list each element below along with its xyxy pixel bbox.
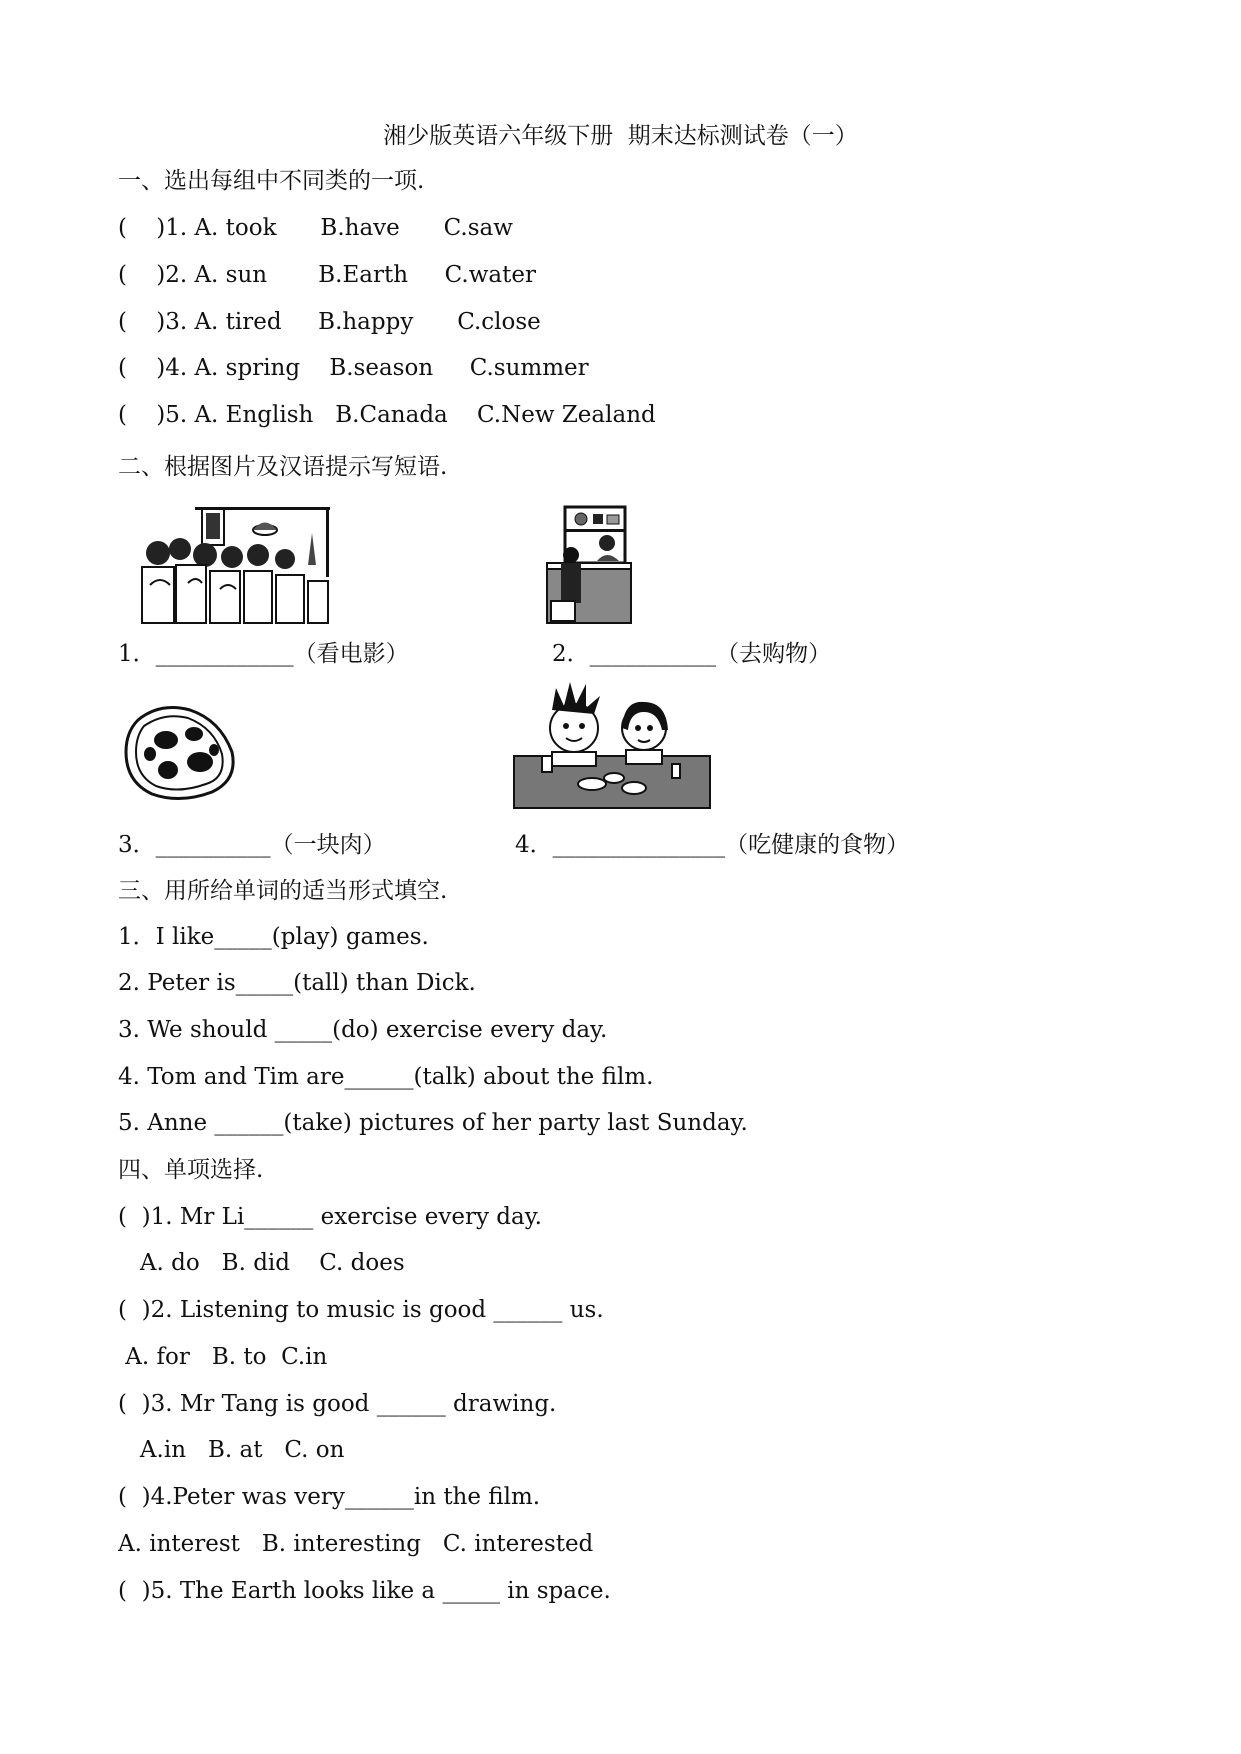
choice-question: ( )3. Mr Tang is good ______ drawing.: [118, 1391, 557, 1417]
choice-options: A. do B. did C. does: [118, 1250, 405, 1276]
phrase-item: 1．____________（看电影）: [118, 641, 409, 667]
choice-options: A. interest B. interesting C. interested: [118, 1531, 594, 1557]
phrase-item: 3．__________（一块肉）: [118, 832, 386, 858]
question-item: ( )3. A. tired B.happy C.close: [118, 309, 541, 335]
page-title: 湘少版英语六年级下册 期末达标测试卷（一）: [383, 123, 858, 149]
choice-question: ( )2. Listening to music is good ______ us.: [118, 1297, 604, 1323]
cinema-audience-picture: [140, 505, 330, 625]
phrase-item: 2．___________（去购物）: [552, 641, 832, 667]
section4-heading: 四、单项选择.: [118, 1157, 264, 1183]
question-item: ( )1. A. took B.have C.saw: [118, 215, 513, 241]
section2-heading: 二、根据图片及汉语提示写短语.: [118, 454, 448, 480]
piece-of-meat-picture: [120, 700, 240, 805]
choice-options: A. for B. to C.in: [118, 1344, 328, 1370]
fill-blank-item: 4. Tom and Tim are______(talk) about the film.: [118, 1064, 654, 1090]
choice-options: A.in B. at C. on: [118, 1437, 345, 1463]
healthy-food-picture: [512, 680, 712, 810]
fill-blank-item: 1．I like_____(play) games.: [118, 924, 429, 950]
fill-blank-item: 5. Anne ______(take) pictures of her party last Sunday.: [118, 1110, 748, 1136]
question-item: ( )2. A. sun B.Earth C.water: [118, 262, 536, 288]
section1-heading: 一、选出每组中不同类的一项.: [118, 168, 425, 194]
choice-question: ( )5. The Earth looks like a _____ in space.: [118, 1578, 611, 1604]
question-item: ( )5. A. English B.Canada C.New Zealand: [118, 402, 656, 428]
choice-question: ( )4.Peter was very______in the film.: [118, 1484, 541, 1510]
shopping-picture: [545, 505, 635, 625]
section3-heading: 三、用所给单词的适当形式填空.: [118, 878, 448, 904]
question-item: ( )4. A. spring B.season C.summer: [118, 355, 589, 381]
fill-blank-item: 3. We should _____(do) exercise every day.: [118, 1017, 608, 1043]
fill-blank-item: 2. Peter is_____(tall) than Dick.: [118, 970, 476, 996]
choice-question: ( )1. Mr Li______ exercise every day.: [118, 1204, 542, 1230]
phrase-item: 4．_______________（吃健康的食物）: [515, 832, 910, 858]
